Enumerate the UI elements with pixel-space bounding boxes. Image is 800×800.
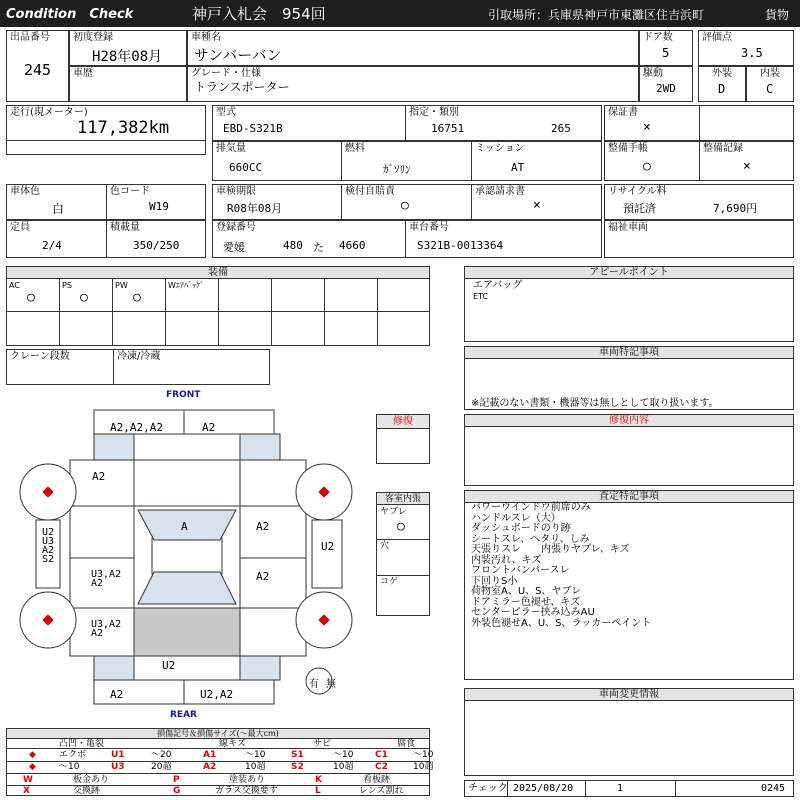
repair-box: 修復 — [376, 414, 430, 464]
doors-box: ドア数 5 — [639, 30, 693, 66]
damage-right-strip: U2 — [321, 540, 335, 553]
body-color: 白 — [52, 202, 65, 216]
equip-ps-label: PS — [62, 281, 72, 290]
first-reg: H28年08月 — [92, 49, 163, 65]
damage-rear-step: U2 — [162, 659, 176, 672]
damage-front-bumper-left: A2,A2,A2 — [110, 421, 163, 434]
history-box: 車歴 — [69, 66, 187, 102]
note-line: ダッシュボードのり跡 — [471, 523, 571, 534]
records-mark: × — [743, 159, 751, 174]
designation-number: 16751 — [431, 122, 465, 135]
exterior-grade: D — [718, 82, 726, 96]
warranty-mark: × — [643, 120, 651, 135]
model-code: EBD-S321B — [223, 122, 283, 135]
note-line: 天張りスレ 内張りヤブレ、キズ — [471, 544, 630, 555]
recycle-status: 預託済 — [623, 202, 656, 215]
category: 貨物 — [765, 8, 790, 22]
plate-area: 愛媛 — [223, 241, 245, 254]
check-footer: チェック 2025/08/20 1 0245 — [464, 780, 794, 797]
drive-box: 駆動 2WD — [639, 66, 693, 102]
load-capacity: 350/250 — [133, 239, 180, 252]
vehicle-name: サンバーバン — [194, 46, 282, 64]
check-code: 0245 — [761, 783, 786, 794]
special-note: ※記載のない書類・機器等は無しとして取り扱います。 — [471, 398, 719, 409]
welfare-box: 福祉車両 — [604, 220, 794, 258]
note-line: 下回りS小 — [471, 575, 518, 587]
legend-group-rust: サビ — [313, 739, 332, 749]
liability-mark: ○ — [401, 198, 409, 213]
changes-panel: 車両変更情報 — [464, 688, 794, 776]
equip-ps-mark: ○ — [80, 290, 88, 305]
front-label: FRONT — [166, 390, 201, 400]
manual-mark: ○ — [643, 159, 651, 174]
color-row: 車体色 白 色コード W19 — [6, 184, 206, 220]
grade-box: グレード・仕様 トランスポーター — [187, 66, 639, 102]
note-line: パワーウインドウ前席のみ — [471, 502, 591, 513]
header-bar — [0, 0, 800, 27]
warranty-box: 保証書 × — [604, 105, 794, 141]
plate-number: 4660 — [339, 239, 366, 252]
drive: 2WD — [656, 82, 676, 95]
model-row: 型式 EBD-S321B 指定・類別 16751 265 — [212, 105, 602, 141]
lot-number: 245 — [24, 61, 52, 79]
maintenance-box: 整備手帳 ○ 整備記録 × — [604, 141, 794, 181]
score: 3.5 — [741, 46, 763, 60]
appeal-line-2: ETC — [473, 292, 489, 301]
note-line: ドアミラー色褪せ、キズ — [471, 596, 581, 608]
damage-front-door-left: U3,A2 A2 — [91, 569, 122, 589]
inspection-notes-panel: 査定特記事項 パワーウインドウ前席のみ ハンドルスレ（大） ダッシュボードのり跡 シートスレ、ヘタリ、しみ 天張りスレ 内張りヤブレ、キズ 内装汚れ、キズ フロントバンパースレ 下回りS小 荷物室A、U、S、ヤブレ ドアミラー色褪せ、キズ センターピラー挟み込みAU 外装色褪せA、U、S、ラッカーペイント — [464, 490, 794, 680]
plate-class: 480 — [283, 239, 303, 252]
legend-group-corrosion: 腐食 — [397, 739, 416, 749]
check-date: 2025/08/20 — [513, 783, 574, 794]
note-line: 内装汚れ、キズ — [471, 554, 542, 566]
vehicle-outline-svg — [6, 400, 372, 710]
damage-rear-quarter-left: U3,A2 A2 — [91, 619, 122, 639]
first-reg-box: 初度登録 H28年08月 — [69, 30, 187, 66]
damage-left-strip: U2 U3 A2 S2 — [42, 527, 55, 565]
equipment-title: 装備 — [7, 267, 429, 279]
equipment-panel — [6, 266, 430, 346]
appeal-panel: アピールポイント エアバッグ ETC — [464, 266, 794, 342]
damage-front-fender-left: A2 — [92, 470, 106, 483]
lot-box — [6, 30, 69, 102]
note-line: センターピラー挟み込みAU — [471, 607, 595, 618]
equip-pw-label: PW — [115, 281, 128, 290]
damage-rear-bumper-right: U2,A2 — [200, 688, 234, 701]
recycle-box: リサイクル料 預託済 7,690円 — [604, 184, 794, 220]
grade: トランスポーター — [194, 80, 290, 94]
plate-kana: た — [313, 241, 324, 254]
name-box: 車種名 サンバーバン — [187, 30, 639, 66]
repair-content-panel: 修復内容 — [464, 414, 794, 486]
vehicle-diagram — [6, 390, 372, 720]
spare-tire-label: 有 — [309, 679, 319, 690]
equip-wairbag-label: Wｴｱﾊﾞｯｸﾞ — [168, 281, 204, 290]
auction-name: 神戸入札会 954回 — [192, 5, 326, 23]
inspection-row: 車検期限 R08年08月 検付自賠責 ○ 承認請求書 × — [212, 184, 602, 220]
pickup-location: 引取場所：兵庫県神戸市東灘区住吉浜町 — [488, 8, 705, 22]
capacity: 2/4 — [42, 239, 62, 252]
engine-row: 排気量 660CC 燃料 ｶﾞｿﾘﾝ ミッション AT — [212, 141, 602, 181]
color-code: W19 — [149, 200, 169, 213]
interior-box: 内装 C — [746, 66, 794, 102]
inspection-notes-list — [471, 503, 789, 629]
equip-ac-mark: ○ — [27, 290, 35, 305]
legend-group-scratch: 線キズ — [219, 739, 246, 749]
spare-tire-none: 無 — [326, 679, 336, 690]
note-line: 荷物室A、U、S、ヤブレ — [471, 586, 582, 597]
chassis-number: S321B-0013364 — [417, 239, 504, 252]
transmission: AT — [511, 161, 525, 174]
equip-pw-mark: ○ — [133, 290, 141, 305]
classification-number: 265 — [551, 122, 571, 135]
plate-row: 登録番号 愛媛 480 た 4660 車台番号 S321B-0013364 — [212, 220, 602, 258]
capacity-row: 定員 2/4 積載量 350/250 — [6, 220, 206, 258]
rear-label: REAR — [170, 710, 197, 720]
sheet-title: Condition Check — [6, 7, 134, 22]
mileage: 117,382km — [77, 118, 170, 138]
check-seq: 1 — [617, 783, 624, 794]
fuel: ｶﾞｿﾘﾝ — [383, 163, 411, 176]
doors: 5 — [662, 46, 670, 60]
damage-front-bumper-right: A2 — [202, 421, 216, 434]
lot-label: 出品番号 — [10, 32, 50, 43]
damage-rear-door-right: A2 — [256, 570, 270, 583]
damage-rear-bumper-left: A2 — [110, 688, 124, 701]
note-line: 外装色褪せA、U、S、ラッカーペイント — [471, 617, 652, 629]
cabin-tear-mark: ○ — [397, 519, 405, 534]
note-line: フロントバンパースレ — [471, 565, 570, 576]
appeal-line-1: エアバッグ — [473, 280, 523, 291]
damage-front-door-right: A2 — [256, 520, 270, 533]
recycle-fee: 7,690円 — [713, 202, 758, 215]
note-line: シートスレ、ヘタリ、しみ — [471, 533, 590, 545]
damage-legend: 損傷記号＆損傷サイズ(〜最大cm) 凸凹・亀裂 線キズ サビ 腐食 ◆ エクボ U1 〜20 A1 〜10 S1 〜10 C1 〜10 ◆ 〜10 U3 20超 A2 10超 S2 10超 C2 10超 W 板金あり P 塗装あり K 看板跡 X 交換跡 G ガラス交換要す L レンズ割れ — [6, 728, 430, 796]
cabin-box: 客室内張 ヤブレ ○ 穴 コゲ — [376, 492, 430, 616]
displacement: 660CC — [229, 161, 263, 174]
crane-freezer-box: クレーン段数 冷凍/冷蔵 — [6, 349, 270, 385]
mileage-box: 走行(現メーター) 117,382km — [6, 105, 206, 155]
legend-group-dents: 凸凹・亀裂 — [59, 739, 105, 749]
exterior-box: 外装 D — [698, 66, 746, 102]
approval-mark: × — [533, 198, 541, 213]
special-panel: 車両特記事項 ※記載のない書類・機器等は無しとして取り扱います。 — [464, 346, 794, 410]
note-line: ハンドルスレ（大） — [471, 512, 561, 524]
equip-ac-label: AC — [9, 281, 20, 290]
damage-hood: A — [181, 520, 188, 533]
inspection-expiry: R08年08月 — [227, 202, 283, 215]
score-box: 評価点 3.5 — [698, 30, 794, 66]
interior-grade: C — [766, 82, 774, 96]
